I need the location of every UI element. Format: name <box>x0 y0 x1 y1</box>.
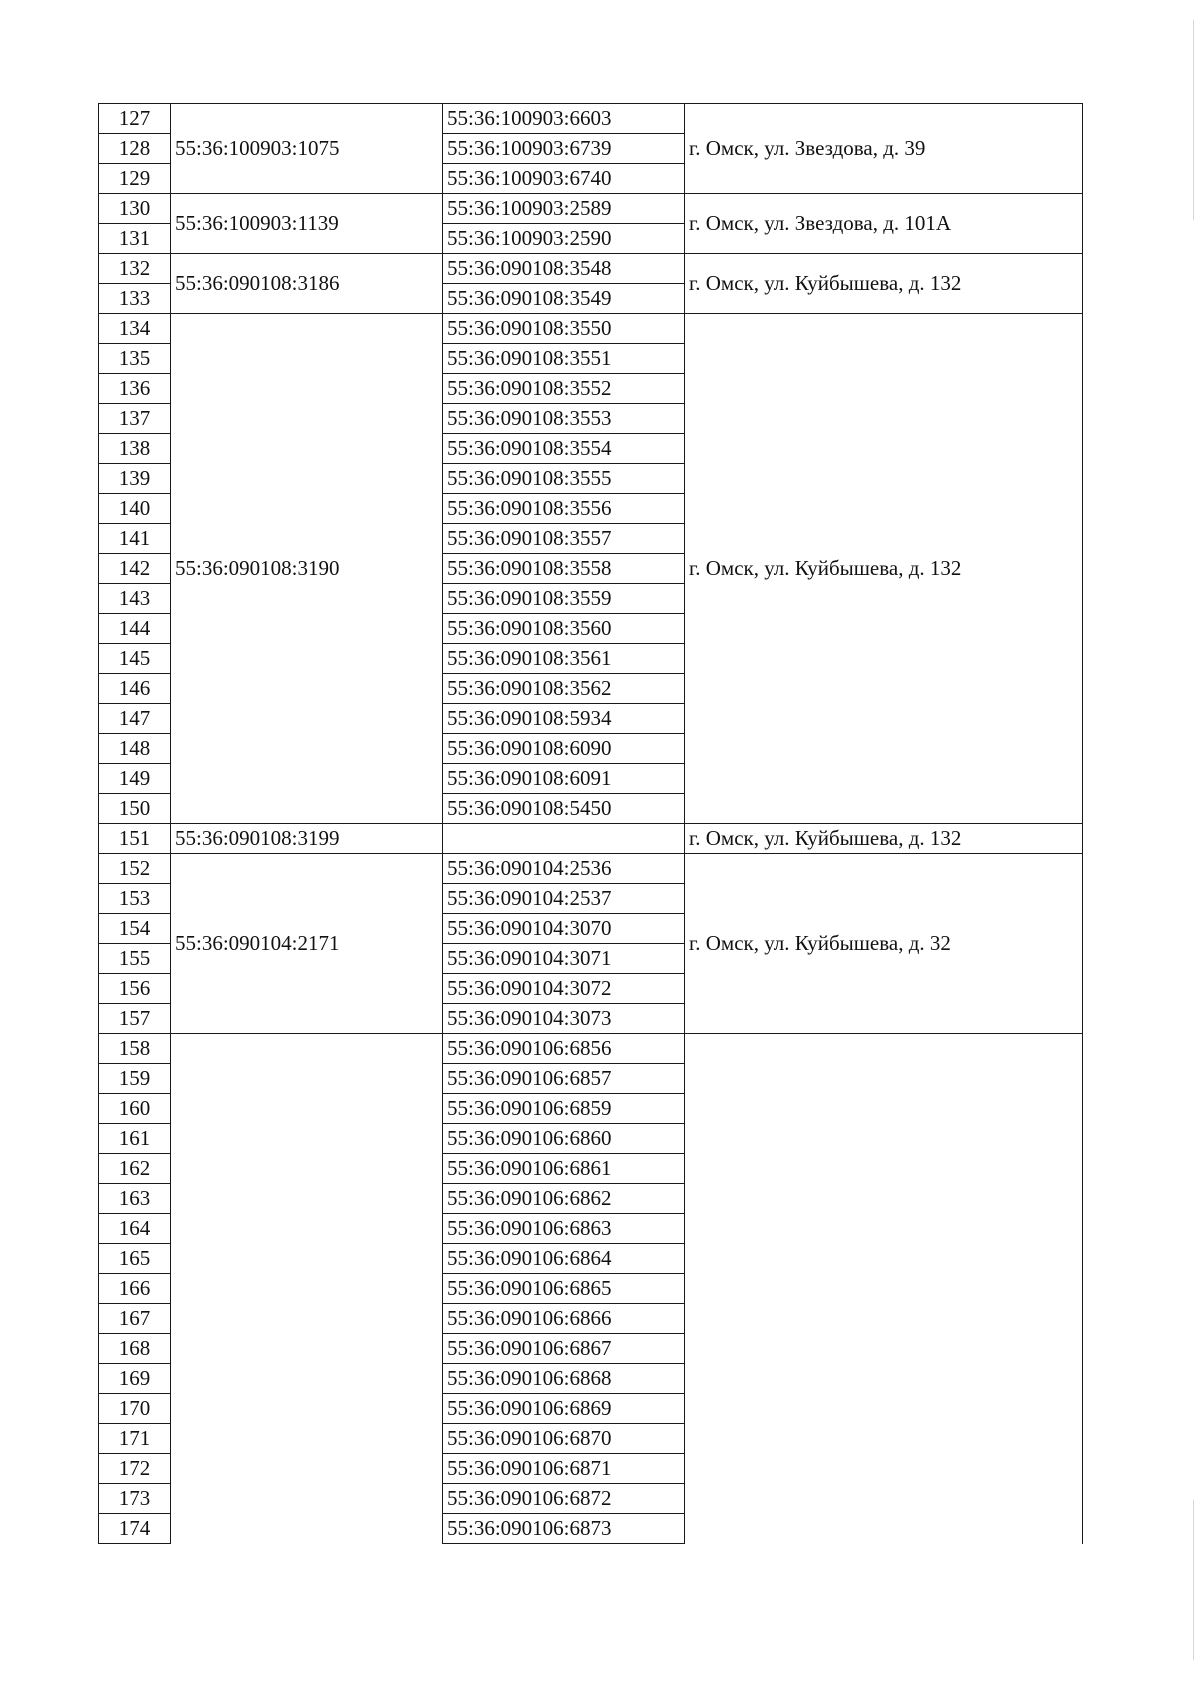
table-row <box>99 314 1083 344</box>
row-number-cell: 134 <box>99 314 171 344</box>
object-number-cell: 55:36:090104:3071 <box>443 944 685 974</box>
object-number-cell: 55:36:090108:3560 <box>443 614 685 644</box>
object-number-cell: 55:36:090106:6857 <box>443 1064 685 1094</box>
row-number-cell: 156 <box>99 974 171 1004</box>
row-number-cell: 170 <box>99 1394 171 1424</box>
row-number-cell: 131 <box>99 224 171 254</box>
address-cell: г. Омск, ул. Куйбышева, д. 132 <box>685 254 1083 314</box>
parcel-number-cell: 55:36:100903:1139 <box>171 194 443 254</box>
object-number-cell: 55:36:090106:6865 <box>443 1274 685 1304</box>
object-number-cell: 55:36:100903:2589 <box>443 194 685 224</box>
address-cell <box>685 1034 1083 1544</box>
row-number-cell: 128 <box>99 134 171 164</box>
object-number-cell: 55:36:090104:3070 <box>443 914 685 944</box>
row-number-cell: 171 <box>99 1424 171 1454</box>
object-number-cell: 55:36:090106:6864 <box>443 1244 685 1274</box>
table-row <box>99 824 1083 854</box>
object-number-cell: 55:36:090108:3550 <box>443 314 685 344</box>
row-number-cell: 141 <box>99 524 171 554</box>
row-number-cell: 173 <box>99 1484 171 1514</box>
row-number-cell: 133 <box>99 284 171 314</box>
object-number-cell: 55:36:090104:2537 <box>443 884 685 914</box>
object-number-cell: 55:36:090108:3551 <box>443 344 685 374</box>
table-row <box>99 104 1083 134</box>
object-number-cell: 55:36:100903:6603 <box>443 104 685 134</box>
parcel-number-cell: 55:36:090108:3190 <box>171 314 443 824</box>
object-number-cell: 55:36:090106:6867 <box>443 1334 685 1364</box>
row-number-cell: 139 <box>99 464 171 494</box>
row-number-cell: 149 <box>99 764 171 794</box>
object-number-cell: 55:36:090108:5450 <box>443 794 685 824</box>
row-number-cell: 132 <box>99 254 171 284</box>
parcel-number-cell: 55:36:090108:3199 <box>171 824 443 854</box>
parcel-number-cell <box>171 1034 443 1544</box>
row-number-cell: 166 <box>99 1274 171 1304</box>
row-number-cell: 163 <box>99 1184 171 1214</box>
object-number-cell: 55:36:090106:6870 <box>443 1424 685 1454</box>
object-number-cell: 55:36:090106:6872 <box>443 1484 685 1514</box>
object-number-cell: 55:36:090106:6873 <box>443 1514 685 1544</box>
address-cell: г. Омск, ул. Куйбышева, д. 32 <box>685 854 1083 1034</box>
row-number-cell: 142 <box>99 554 171 584</box>
object-number-cell: 55:36:090104:3072 <box>443 974 685 1004</box>
object-number-cell: 55:36:090108:3558 <box>443 554 685 584</box>
row-number-cell: 144 <box>99 614 171 644</box>
object-number-cell: 55:36:090104:2536 <box>443 854 685 884</box>
object-number-cell: 55:36:090106:6856 <box>443 1034 685 1064</box>
address-cell: г. Омск, ул. Куйбышева, д. 132 <box>685 314 1083 824</box>
object-number-cell: 55:36:090108:3561 <box>443 644 685 674</box>
object-number-cell: 55:36:090108:3555 <box>443 464 685 494</box>
row-number-cell: 137 <box>99 404 171 434</box>
row-number-cell: 161 <box>99 1124 171 1154</box>
row-number-cell: 150 <box>99 794 171 824</box>
scan-edge-mark <box>1193 20 1194 220</box>
row-number-cell: 135 <box>99 344 171 374</box>
object-number-cell <box>443 824 685 854</box>
row-number-cell: 162 <box>99 1154 171 1184</box>
row-number-cell: 138 <box>99 434 171 464</box>
parcel-number-cell: 55:36:090108:3186 <box>171 254 443 314</box>
object-number-cell: 55:36:090106:6861 <box>443 1154 685 1184</box>
row-number-cell: 127 <box>99 104 171 134</box>
row-number-cell: 147 <box>99 704 171 734</box>
object-number-cell: 55:36:090108:3552 <box>443 374 685 404</box>
table-row <box>99 194 1083 224</box>
table-row <box>99 1034 1083 1064</box>
row-number-cell: 159 <box>99 1064 171 1094</box>
row-number-cell: 164 <box>99 1214 171 1244</box>
row-number-cell: 136 <box>99 374 171 404</box>
object-number-cell: 55:36:090108:3548 <box>443 254 685 284</box>
row-number-cell: 172 <box>99 1454 171 1484</box>
parcel-number-cell: 55:36:090104:2171 <box>171 854 443 1034</box>
object-number-cell: 55:36:090108:6091 <box>443 764 685 794</box>
object-number-cell: 55:36:100903:6740 <box>443 164 685 194</box>
row-number-cell: 165 <box>99 1244 171 1274</box>
row-number-cell: 157 <box>99 1004 171 1034</box>
object-number-cell: 55:36:090108:3554 <box>443 434 685 464</box>
object-number-cell: 55:36:090108:3553 <box>443 404 685 434</box>
parcel-number-cell: 55:36:100903:1075 <box>171 104 443 194</box>
object-number-cell: 55:36:090106:6871 <box>443 1454 685 1484</box>
row-number-cell: 174 <box>99 1514 171 1544</box>
object-number-cell: 55:36:090106:6869 <box>443 1394 685 1424</box>
object-number-cell: 55:36:090106:6868 <box>443 1364 685 1394</box>
table-row <box>99 854 1083 884</box>
row-number-cell: 146 <box>99 674 171 704</box>
row-number-cell: 158 <box>99 1034 171 1064</box>
row-number-cell: 129 <box>99 164 171 194</box>
row-number-cell: 154 <box>99 914 171 944</box>
row-number-cell: 151 <box>99 824 171 854</box>
address-cell: г. Омск, ул. Звездова, д. 39 <box>685 104 1083 194</box>
object-number-cell: 55:36:090106:6863 <box>443 1214 685 1244</box>
row-number-cell: 153 <box>99 884 171 914</box>
cadastral-table <box>98 103 1083 1544</box>
object-number-cell: 55:36:090108:6090 <box>443 734 685 764</box>
table-body <box>99 104 1083 1544</box>
scan-edge-mark <box>1193 1500 1194 1660</box>
row-number-cell: 130 <box>99 194 171 224</box>
row-number-cell: 148 <box>99 734 171 764</box>
object-number-cell: 55:36:090106:6862 <box>443 1184 685 1214</box>
row-number-cell: 143 <box>99 584 171 614</box>
object-number-cell: 55:36:090108:3562 <box>443 674 685 704</box>
table-row <box>99 254 1083 284</box>
object-number-cell: 55:36:090106:6860 <box>443 1124 685 1154</box>
row-number-cell: 169 <box>99 1364 171 1394</box>
row-number-cell: 160 <box>99 1094 171 1124</box>
object-number-cell: 55:36:090106:6866 <box>443 1304 685 1334</box>
object-number-cell: 55:36:100903:2590 <box>443 224 685 254</box>
row-number-cell: 145 <box>99 644 171 674</box>
row-number-cell: 167 <box>99 1304 171 1334</box>
object-number-cell: 55:36:090108:5934 <box>443 704 685 734</box>
row-number-cell: 168 <box>99 1334 171 1364</box>
object-number-cell: 55:36:100903:6739 <box>443 134 685 164</box>
row-number-cell: 155 <box>99 944 171 974</box>
address-cell: г. Омск, ул. Куйбышева, д. 132 <box>685 824 1083 854</box>
object-number-cell: 55:36:090106:6859 <box>443 1094 685 1124</box>
object-number-cell: 55:36:090108:3549 <box>443 284 685 314</box>
object-number-cell: 55:36:090104:3073 <box>443 1004 685 1034</box>
object-number-cell: 55:36:090108:3556 <box>443 494 685 524</box>
address-cell: г. Омск, ул. Звездова, д. 101А <box>685 194 1083 254</box>
row-number-cell: 140 <box>99 494 171 524</box>
object-number-cell: 55:36:090108:3559 <box>443 584 685 614</box>
row-number-cell: 152 <box>99 854 171 884</box>
object-number-cell: 55:36:090108:3557 <box>443 524 685 554</box>
